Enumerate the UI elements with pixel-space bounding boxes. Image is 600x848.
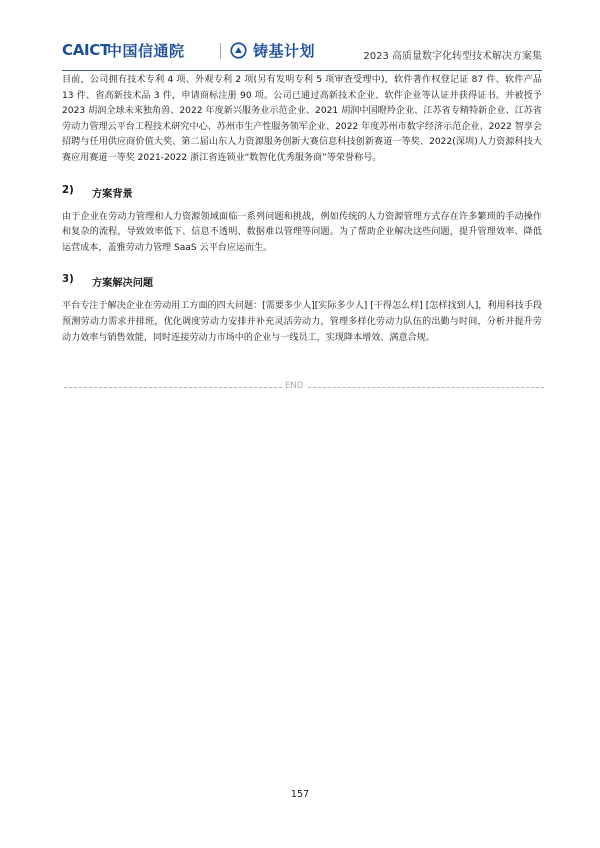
end-dash-right [308,387,544,388]
end-dash-left [64,387,282,388]
section-heading-background [62,185,542,201]
caict-logo: CAICT [62,41,110,59]
header-rule [62,70,542,71]
end-label: END [285,381,304,391]
zhuji-logo-text: 铸基计划 [253,42,316,60]
section-title: 方案解决问题 [92,278,154,290]
section-heading-problems [62,274,542,290]
intro-paragraph: 目前，公司拥有技术专利 4 项、外观专利 2 项(另有发明专利 5 项审查受理中)，软件著作权登记证 87 件、软件产品 13 件、省高新技术品 3 件，申请商标注册 90 项。公司已通过高新技术企业、软件企业等认证并获得证书。并被授予 2023 胡润全球未来独角兽、2022 年度新兴服务业示范企业、2021 胡润中国瞪羚企业、江苏省专精特新企业、江苏省劳动力管理云平台工程技术研究中心、苏州市生产性服务领军企业、2022 年度苏州市数字经济示范企业、2022 智享会招聘与任用供应商价值大奖、第二届山东人力资源服务创新大赛信息科技创新赛道一等奖、2022(深圳)人力资源科技大赛应用赛道一等奖 2021-2022 浙江省连锁业“数智化优秀服务商”等荣誉称号。 [62,75,542,163]
section-title: 方案背景 [92,188,133,200]
document-title: 2023 高质量数字化转型技术解决方案集 [363,51,542,62]
end-marker [64,381,544,393]
zhuji-logo-icon [230,42,247,59]
section-body-problems: 平台专注于解决企业在劳动用工方面的四大问题：[需要多少人][实际多少人] [干得怎么样] [怎样找到人]，利用科技手段预测劳动力需求并排班，优化调度劳动力安排并补充灵活劳动力，管理多样化劳动力队伍的出勤与时间，分析并提升劳动力效率与销售效能，同时连接劳动力市场中的企业与一线员工，实现降本增效、满意合规。 [62,301,542,343]
page-header [62,38,542,68]
logo-divider [220,43,221,59]
main-content [62,73,542,346]
caict-logo-chinese: 中国信通院 [107,42,185,60]
section-number: 3) [62,274,74,286]
page-number: 157 [290,789,310,800]
section-number: 2) [62,184,74,196]
section-body-background: 由于企业在劳动力管理和人力资源领域面临一系列问题和挑战，例如传统的人力资源管理方式存在许多繁琐的手动操作和复杂的流程，导致效率低下、信息不透明、数据难以管理等问题。为了帮助企业解决这些问题，提升管理效率、降低运营成本，盖雅劳动力管理 SaaS 云平台应运而生。 [62,211,542,253]
